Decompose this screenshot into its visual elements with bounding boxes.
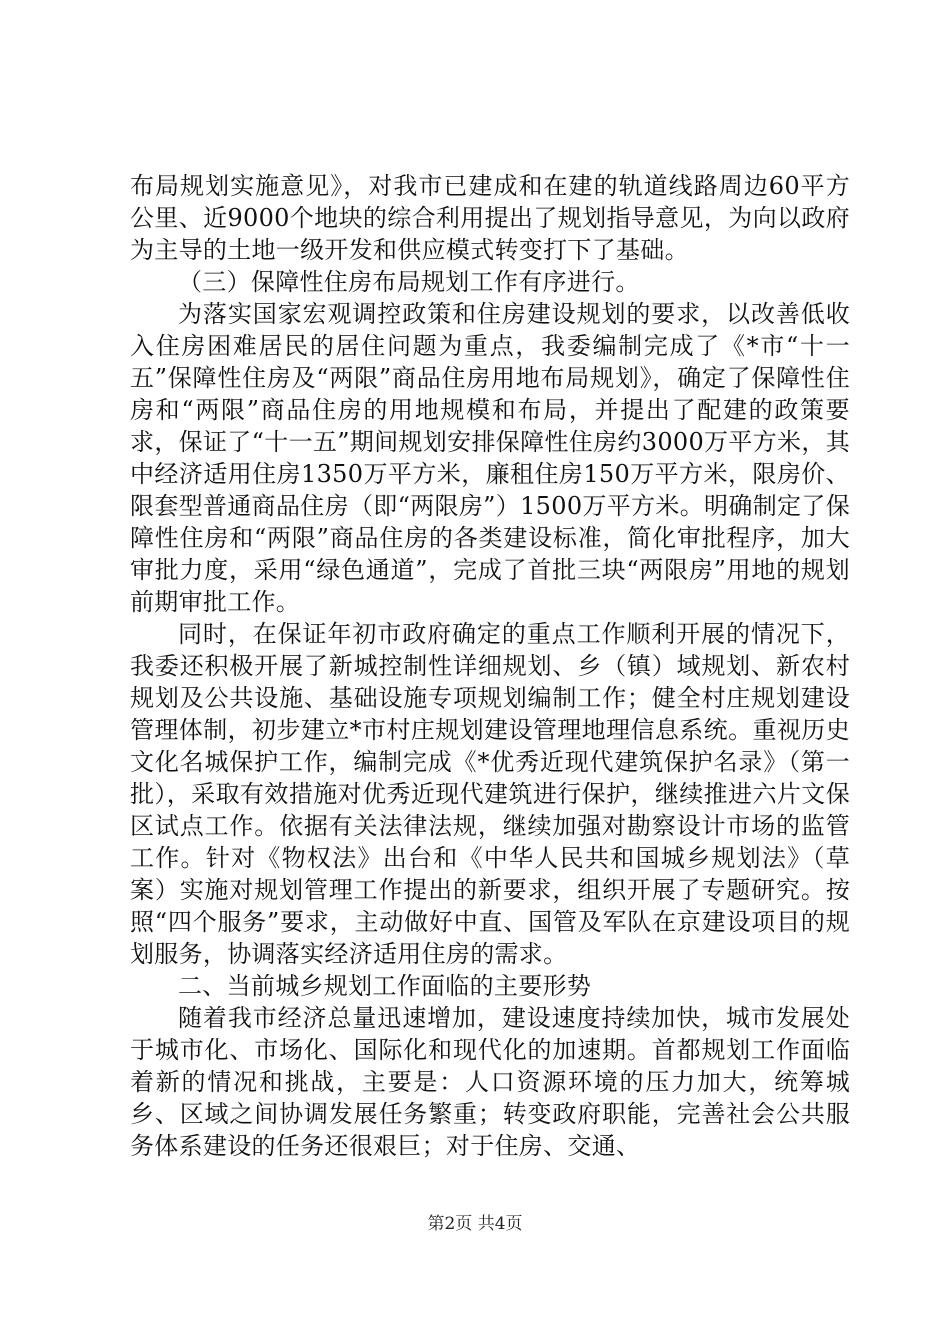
paragraph-continuation: 布局规划实施意见》，对我市已建成和在建的轨道线路周边60平方公里、近9000个地块的综合利用提出了规划指导意见，为向以政府为主导的土地一级开发和供应模式转变打下了基础。: [130, 172, 850, 264]
section-heading-current-situation: 二、当前城乡规划工作面临的主要形势: [178, 972, 592, 1000]
document-body: [130, 170, 850, 1162]
page-number-footer: 第2页 共4页: [427, 1214, 523, 1234]
paragraph-situation: 随着我市经济总量迅速增加，建设速度持续加快，城市发展处于城市化、市场化、国际化和现代化的加速期。首都规划工作面临着新的情况和挑战，主要是：人口资源环境的压力加大，统筹城乡、区域之间协调发展任务繁重；转变政府职能，完善社会公共服务体系建设的任务还很艰巨；对于住房、交通、: [130, 1004, 850, 1160]
section-heading-housing-layout: （三）保障性住房布局规划工作有序进行。: [178, 268, 640, 296]
paragraph-housing-plan: 为落实国家宏观调控政策和住房建设规划的要求，以改善低收入住房困难居民的居住问题为重点，我委编制完成了《*市“十一五”保障性住房及“两限”商品住房用地布局规划》，确定了保障性住房和“两限”商品住房的用地规模和布局，并提出了配建的政策要求，保证了“十一五”期间规划安排保障性住房约3000万平方米，其中经济适用住房1350万平方米，廉租住房150万平方米，限房价、限套型普通商品住房（即“两限房”）1500万平方米。明确制定了保障性住房和“两限”商品住房的各类建设标准，简化审批程序，加大审批力度，采用“绿色通道”，完成了首批三块“两限房”用地的规划前期审批工作。: [130, 300, 850, 616]
paragraph-other-work: 同时，在保证年初市政府确定的重点工作顺利开展的情况下，我委还积极开展了新城控制性详细规划、乡（镇）域规划、新农村规划及公共设施、基础设施专项规划编制工作；健全村庄规划建设管理体制，初步建立*市村庄规划建设管理地理信息系统。重视历史文化名城保护工作，编制完成《*优秀近现代建筑保护名录》（第一批），采取有效措施对优秀近现代建筑进行保护，继续推进六片文保区试点工作。依据有关法律法规，继续加强对勘察设计市场的监管工作。针对《物权法》出台和《中华人民共和国城乡规划法》（草案）实施对规划管理工作提出的新要求，组织开展了专题研究。按照“四个服务”要求，主动做好中直、国管及军队在京建设项目的规划服务，协调落实经济适用住房的需求。: [130, 620, 850, 968]
